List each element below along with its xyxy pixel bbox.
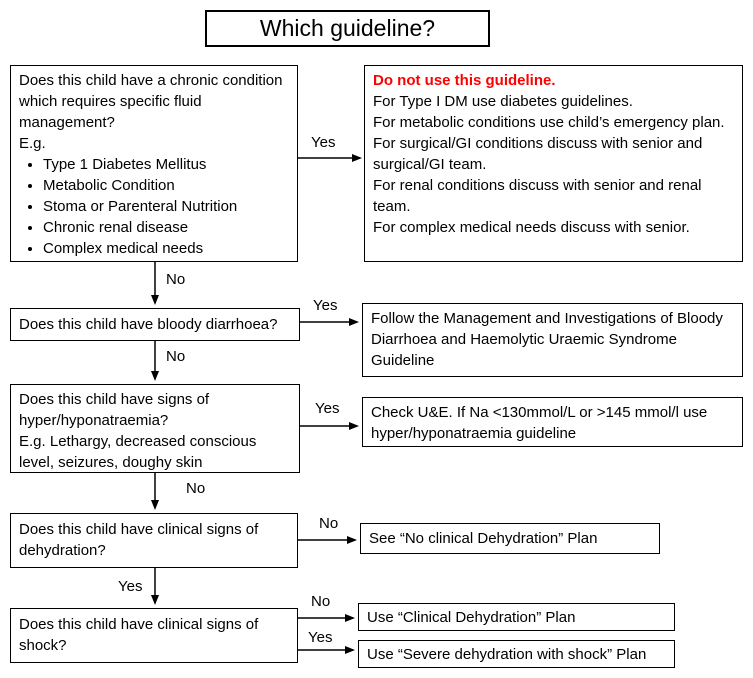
chronic-condition-examples (19, 154, 289, 259)
branch-label-yes: Yes (313, 297, 338, 314)
do-not-use-line: For Type I DM use diabetes guidelines. (373, 93, 633, 110)
list-item: • Stoma or Parenteral Nutrition (43, 196, 289, 217)
outcome-natraemia-guideline (362, 397, 743, 447)
decision-shock-question: Does this child have clinical signs of shock? (19, 616, 259, 654)
branch-label-no: No (311, 593, 331, 610)
list-item: • Chronic renal disease (43, 217, 289, 238)
branch-label-yes: Yes (315, 400, 340, 417)
outcome-bloody-diarrhoea-guideline (362, 303, 743, 377)
decision-chronic-question: Does this child have a chronic condition which requires specific fluid management? (19, 72, 283, 131)
decision-bloody-diarrhoea-question: Does this child have bloody diarrhoea? (19, 316, 278, 333)
list-item: • Complex medical needs (43, 238, 289, 259)
branch-label-no: No (186, 480, 206, 497)
branch-label-yes: Yes (118, 578, 143, 595)
outcome-bloody-diarrhoea-text: Follow the Management and Investigations of Bloody Diarrhoea and Haemolytic Uraemic Syndrome Guideline (371, 310, 723, 369)
decision-chronic-eg: E.g. (19, 135, 46, 152)
do-not-use-line: For complex medical needs discuss with senior. (373, 219, 690, 236)
outcome-no-dehydration-text: See “No clinical Dehydration” Plan (369, 530, 598, 547)
outcome-natraemia-text: Check U&E. If Na <130mmol/L or >145 mmol/l use hyper/hyponatraemia guideline (371, 404, 708, 442)
branch-label-no: No (166, 348, 186, 365)
branch-label-yes: Yes (311, 134, 336, 151)
decision-natraemia (10, 384, 300, 473)
outcome-clinical-dehydration-plan (358, 603, 675, 631)
list-item: • Type 1 Diabetes Mellitus (43, 154, 289, 175)
decision-dehydration (10, 513, 298, 568)
outcome-clinical-dehydration-text: Use “Clinical Dehydration” Plan (367, 608, 576, 626)
outcome-severe-shock-text: Use “Severe dehydration with shock” Plan (367, 645, 647, 663)
decision-dehydration-question: Does this child have clinical signs of dehydration? (19, 521, 259, 559)
outcome-no-dehydration-plan (360, 523, 660, 554)
outcome-severe-shock-plan (358, 640, 675, 668)
decision-bloody-diarrhoea (10, 308, 300, 341)
branch-label-no: No (319, 515, 339, 532)
list-item: • Metabolic Condition (43, 175, 289, 196)
do-not-use-warning: Do not use this guideline. (373, 72, 556, 89)
decision-natraemia-example: E.g. Lethargy, decreased conscious level, seizures, doughy skin (19, 433, 257, 471)
page-title: Which guideline? (205, 10, 490, 47)
branch-label-yes: Yes (308, 629, 333, 646)
decision-natraemia-question: Does this child have signs of hyper/hyponatraemia? (19, 391, 210, 429)
do-not-use-line: For surgical/GI conditions discuss with senior and surgical/GI team. (373, 135, 703, 173)
branch-label-no: No (166, 271, 186, 288)
decision-shock (10, 608, 298, 663)
decision-chronic-condition (10, 65, 298, 262)
outcome-do-not-use (364, 65, 743, 262)
do-not-use-line: For metabolic conditions use child’s emergency plan. (373, 114, 725, 131)
do-not-use-line: For renal conditions discuss with senior and renal team. (373, 177, 702, 215)
